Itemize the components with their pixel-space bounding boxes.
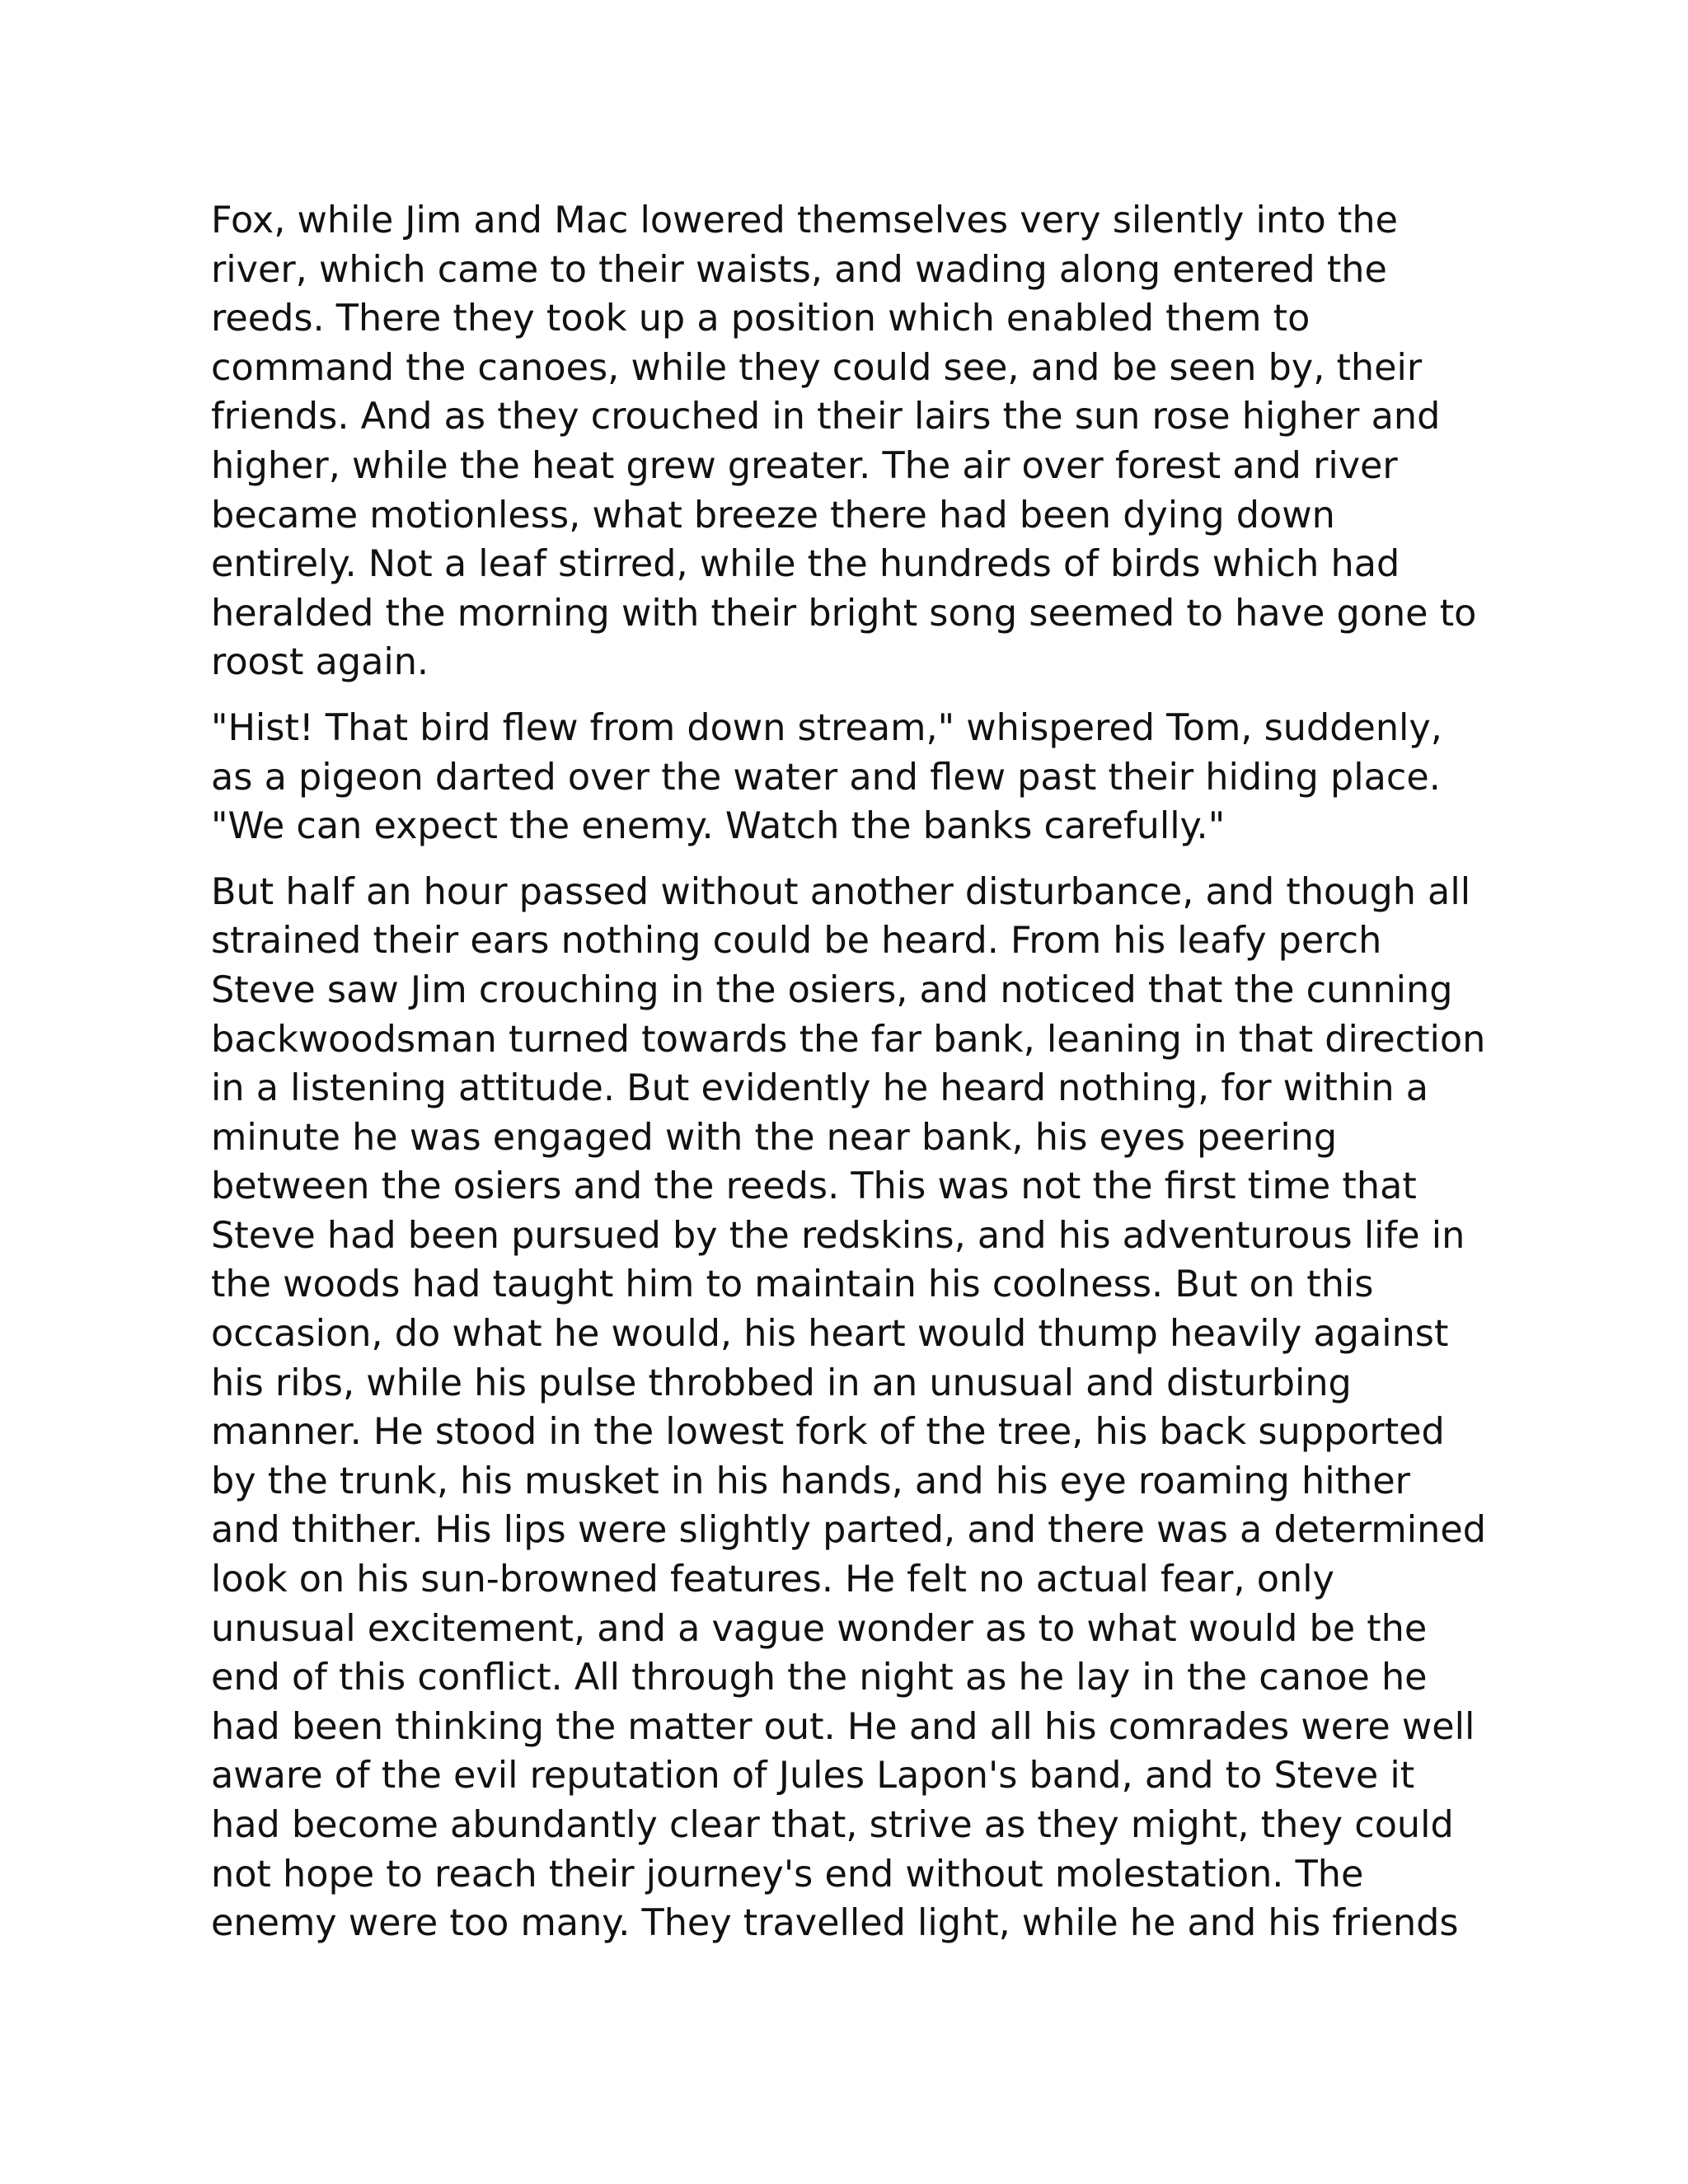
paragraph-2: "Hist! That bird flew from down stream," whispered Tom, suddenly, as a pigeon darted over the water and flew past their hiding place. "We can expect the enemy. Watch the banks carefully." (211, 706, 1442, 848)
body-text (211, 196, 1497, 1965)
paragraph-3: But half an hour passed without another disturbance, and though all strained their ears nothing could be heard. From his leafy perch Steve saw Jim crouching in the osiers, and noticed that the cunning backwoodsman turned towards the far bank, leaning in that direction in a listening attitude. But evidently he heard nothing, for within a minute he was engaged with the near bank, his eyes peering between the osiers and the reeds. This was not the first time that Steve had been pursued by the redskins, and his adventurous life in the woods had taught him to maintain his coolness. But on this occasion, do what he would, his heart would thump heavily against his ribs, while his pulse throbbed in an unusual and disturbing manner. He stood in the lowest fork of the tree, his back supported by the trunk, his musket in his hands, and his eye roaming hither and thither. His lips were slightly parted, and there was a determined look on his sun-browned features. He felt no actual fear, only unusual excitement, and a vague wonder as to what would be the end of this conflict. All through the night as he lay in the canoe he had been thinking the matter out. He and all his comrades were well aware of the evil reputation of Jules Lapon's band, and to Steve it had become abundantly clear that, strive as they might, they could not hope to reach their journey's end without molestation. The enemy were too many. They travelled light, while he and his friends (211, 870, 1486, 1945)
paragraph-1: Fox, while Jim and Mac lowered themselves very silently into the river, which came to their waists, and wading along entered the reeds. There they took up a position which enabled them to command the canoes, while they could see, and be seen by, their friends. And as they crouched in their lairs the sun rose higher and higher, while the heat grew greater. The air over forest and river became motionless, what breeze there had been dying down entirely. Not a leaf stirred, while the hundreds of birds which had heralded the morning with their bright song seemed to have gone to roost again. (211, 199, 1477, 684)
